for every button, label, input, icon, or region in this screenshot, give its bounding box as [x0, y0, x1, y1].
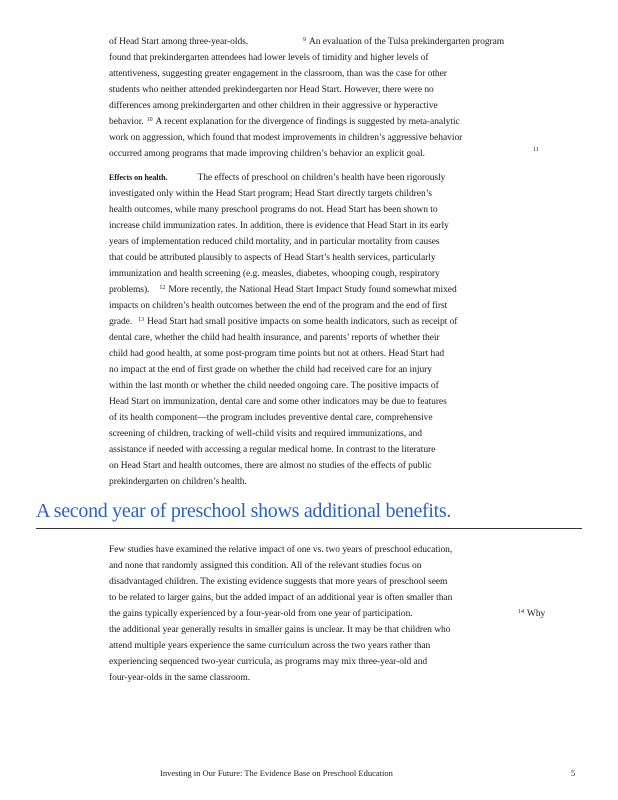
text-run: behavior.: [109, 117, 144, 127]
paragraph-line: prekindergarten on children’s health.: [109, 477, 247, 487]
paragraph-line: attend multiple years experience the same curriculum across the two years rather than: [109, 641, 431, 651]
footnote-marker: 13: [138, 317, 145, 323]
paragraph-line: disadvantaged children. The existing evidence suggests that more years of preschool seem: [109, 577, 448, 587]
paragraph-line: dental care, whether the child had health insurance, and parents’ reports of whether their: [109, 333, 440, 343]
paragraph-line: years of implementation reduced child mortality, and in particular mortality from causes: [109, 237, 440, 247]
paragraph-line: the additional year generally results in smaller gains is unclear. It may be that children who: [109, 625, 451, 635]
paragraph-line: assistance if needed with accessing a regular medical home. In contrast to the literature: [109, 445, 436, 455]
footnote-marker: 14: [518, 609, 524, 615]
paragraph-line: screening of children, tracking of well-child visits and required immunizations, and: [109, 429, 422, 439]
paragraph-line: on Head Start and health outcomes, there are almost no studies of the effects of public: [109, 461, 432, 471]
paragraph-line: investigated only within the Head Start program; Head Start directly targets children’s: [109, 189, 432, 199]
paragraph-line: that could be attributed plausibly to aspects of Head Start’s health services, particularly: [109, 253, 436, 263]
paragraph-line: increase child immunization rates. In addition, there is evidence that Head Start in its early: [109, 221, 449, 231]
text-run: grade.: [109, 317, 133, 327]
paragraph-line: found that prekindergarten attendees had lower levels of timidity and higher levels of: [109, 53, 429, 63]
paragraph-line: differences among prekindergarten and other children in their aggressive or hyperactive: [109, 101, 438, 111]
section-heading: A second year of preschool shows additional benefits.: [36, 500, 452, 522]
text-run: A recent explanation for the divergence of findings is suggested by meta-analytic: [155, 117, 460, 127]
paragraph-line: child had good health, at some post-program time points but not at others. Head Start had: [109, 349, 445, 359]
paragraph-line: of its health component—the program includes preventive dental care, comprehensive: [109, 413, 433, 423]
paragraph-line: and none that randomly assigned this condition. All of the relevant studies focus on: [109, 561, 422, 571]
paragraph-line: immunization and health screening (e.g. measles, diabetes, whooping cough, respiratory: [109, 269, 440, 279]
paragraph-line: Few studies have examined the relative impact of one vs. two years of preschool education,: [109, 545, 453, 555]
footnote-marker: 12: [159, 285, 166, 291]
paragraph-line: students who neither attended prekindergarten nor Head Start. However, there were no: [109, 85, 434, 95]
paragraph-line: [109, 170, 445, 186]
page-number: 5: [571, 768, 576, 778]
text-run: Head Start had small positive impacts on some health indicators, such as receipt of: [147, 317, 458, 327]
text-run: An evaluation of the Tulsa prekindergarten program: [308, 37, 505, 47]
paragraph-line: to be related to larger gains, but the added impact of an additional year is often smaller than: [109, 593, 453, 603]
paragraph-line: [109, 114, 460, 131]
footnote-marker: 9: [303, 37, 306, 43]
paragraph-line: work on aggression, which found that modest improvements in children’s aggressive behavior: [109, 133, 463, 143]
paragraph-line: [109, 282, 457, 299]
paragraph-line: impacts on children’s health outcomes between the end of the program and the end of first: [109, 301, 448, 311]
text-run: Why: [526, 609, 546, 619]
paragraph-line: Head Start on immunization, dental care and some other indicators may be due to features: [109, 397, 447, 407]
text-run: More recently, the National Head Start Impact Study found somewhat mixed: [168, 285, 457, 295]
text-run: of Head Start among three-year-olds.: [109, 37, 249, 47]
text-run: The effects of preschool on children’s health have been rigorously: [197, 173, 446, 183]
run-in-heading: Effects on health.: [109, 173, 168, 182]
paragraph-line: within the last month or whether the child needed ongoing care. The positive impacts of: [109, 381, 439, 391]
text-run: problems).: [109, 285, 150, 295]
paragraph-line: [530, 144, 542, 161]
paragraph-line: experiencing sequenced two-year curricula, as programs may mix three-year-old and: [109, 657, 428, 667]
heading-divider: [36, 528, 582, 529]
paragraph-line: health outcomes, while many preschool programs do not. Head Start has been shown to: [109, 205, 438, 215]
paragraph-line: no impact at the end of first grade on whether the child had received care for an injury: [109, 365, 432, 375]
footer-title: Investing in Our Future: The Evidence Base on Preschool Education: [160, 768, 393, 778]
paragraph-line: [300, 34, 504, 51]
paragraph-line: the gains typically experienced by a four-year-old from one year of participation.: [109, 609, 413, 619]
paragraph-line: [109, 34, 248, 50]
footnote-marker: 11: [533, 147, 539, 153]
paragraph-line: [109, 314, 457, 331]
paragraph-line: four-year-olds in the same classroom.: [109, 673, 251, 683]
footnote-marker: 10: [146, 117, 153, 123]
paragraph-line: attentiveness, suggesting greater engagement in the classroom, than was the case for other: [109, 69, 447, 79]
paragraph-line: [515, 606, 545, 623]
paragraph-line: occurred among programs that made improving children’s behavior an explicit goal.: [109, 149, 425, 159]
